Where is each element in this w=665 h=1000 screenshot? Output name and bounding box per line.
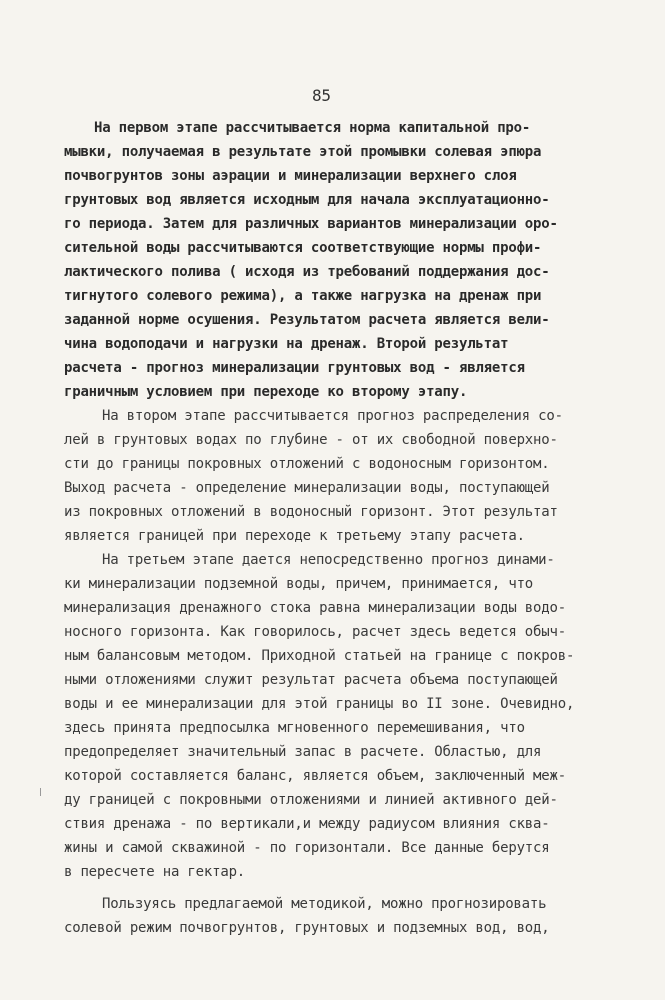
text-line: Пользуясь предлагаемой методикой, можно прогнозировать <box>102 896 547 912</box>
text-line: тигнутого солевого режима), а также нагрузка на дренаж при <box>64 288 542 304</box>
text-line: предопределяет значительный запас в расчете. Областью, для <box>64 744 542 760</box>
text-line: сительной воды рассчитываются соответствующие нормы профи- <box>64 240 542 256</box>
text-line: расчета - прогноз минерализации грунтовых вод - является <box>64 360 525 376</box>
text-line: мывки, получаемая в результате этой промывки солевая эпюра <box>64 144 542 160</box>
text-line: является границей при переходе к третьему этапу расчета. <box>64 528 525 544</box>
text-line: солевой режим почвогрунтов, грунтовых и подземных вод, вод, <box>64 920 550 936</box>
text-line: заданной норме осушения. Результатом расчета является вели- <box>64 312 550 328</box>
text-line: воды и ее минерализации для этой границы во II зоне. Очевидно, <box>64 696 575 712</box>
text-line: здесь принята предпосылка мгновенного перемешивания, что <box>64 720 525 736</box>
text-line: На втором этапе рассчитывается прогноз распределения со- <box>102 408 563 424</box>
text-line: носного горизонта. Как говорилось, расчет здесь ведется обыч- <box>64 624 566 640</box>
text-line: ду границей с покровными отложениями и линией активного дей- <box>64 792 558 808</box>
text-line: граничным условием при переходе ко второму этапу. <box>64 384 468 400</box>
text-line: чина водоподачи и нагрузки на дренаж. Второй результат <box>64 336 509 352</box>
text-line: жины и самой скважиной - по горизонтали. Все данные берутся <box>64 840 550 856</box>
text-line: почвогрунтов зоны аэрации и минерализации верхнего слоя <box>64 168 517 184</box>
text-line: из покровных отложений в водоносный горизонт. Этот результат <box>64 504 558 520</box>
text-line: лей в грунтовых водах по глубине - от их свободной поверхно- <box>64 432 558 448</box>
text-line: грунтовых вод является исходным для начала эксплуатационно- <box>64 192 550 208</box>
text-line: в пересчете на гектар. <box>64 864 246 880</box>
margin-mark <box>40 788 41 796</box>
text-line: На третьем этапе дается непосредственно прогноз динами- <box>102 552 555 568</box>
text-line: Выход расчета - определение минерализации воды, поступающей <box>64 480 550 496</box>
page-number: 85 <box>312 86 331 105</box>
text-line: сти до границы покровных отложений с водоносным горизонтом. <box>64 456 550 472</box>
text-line: которой составляется баланс, является объем, заключенный меж- <box>64 768 566 784</box>
text-line: На первом этапе рассчитывается норма капитальной про- <box>94 120 531 136</box>
text-line: ным балансовым методом. Приходной статьей на границе с покров- <box>64 648 575 664</box>
text-line: ными отложениями служит результат расчета объема поступающей <box>64 672 558 688</box>
text-line: минерализация дренажного стока равна минерализации воды водо- <box>64 600 566 616</box>
text-line: го периода. Затем для различных вариантов минерализации оро- <box>64 216 558 232</box>
text-line: лактического полива ( исходя из требований поддержания дос- <box>64 264 550 280</box>
text-line: ки минерализации подземной воды, причем, принимается, что <box>64 576 534 592</box>
text-line: ствия дренажа - по вертикали,и между радиусом влияния сква- <box>64 816 550 832</box>
